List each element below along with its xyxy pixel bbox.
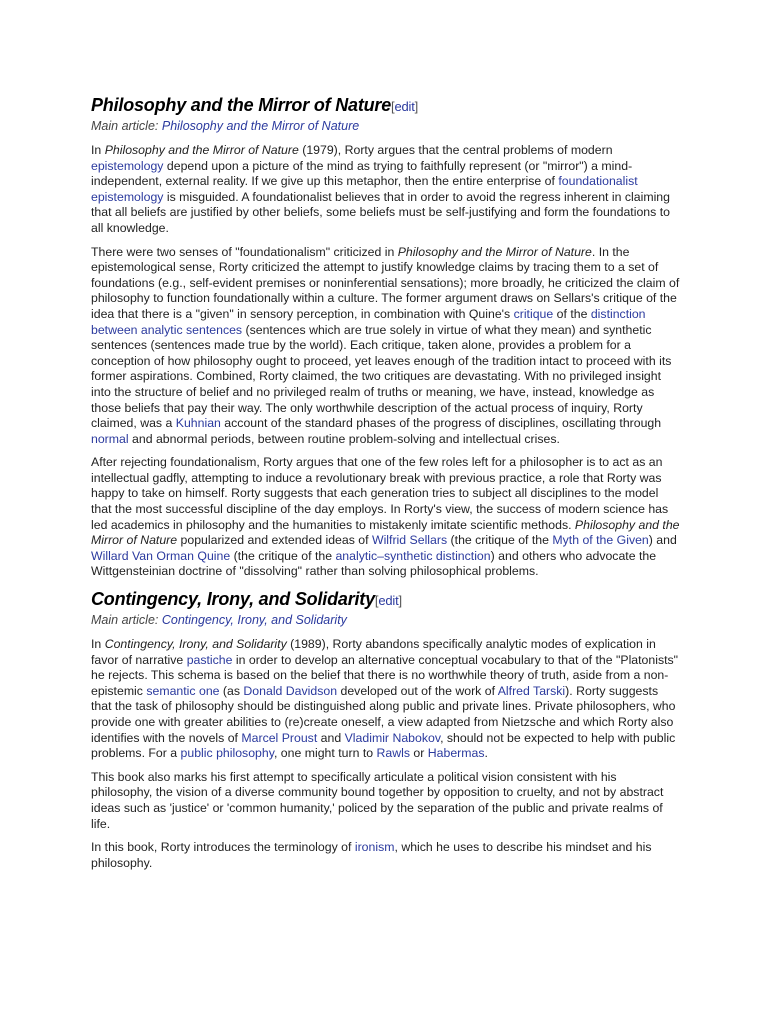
main-article-note: Main article: Contingency, Irony, and Solidarity bbox=[91, 613, 347, 628]
paragraph: After rejecting foundationalism, Rorty argues that one of the few roles left for a philosopher is to act as an intellectual gadfly, attempting to induce a revolutionary break with previous practice, a role that Rorty was happy to take on himself. Rorty suggests that each generation tries to subject all disciplines to the model that the most successful discipline of the day employs. In Rorty's view, the success of modern science has led academics in philosophy and the humanities to mistakenly imitate scientific methods. Philosophy and the Mirror of Nature popularized and extended ideas of Wilfrid Sellars (the critique of the Myth of the Given) and Willard Van Orman Quine (the critique of the analytic–synthetic distinction) and others who advocate the Wittgensteinian doctrine of "dissolving" rather than solving philosophical problems. bbox=[91, 455, 680, 579]
link-pastiche[interactable]: pastiche bbox=[186, 652, 233, 667]
link-epistemology[interactable]: epistemology bbox=[91, 158, 164, 173]
link-donald-davidson[interactable]: Donald Davidson bbox=[243, 683, 338, 698]
link-kuhnian[interactable]: Kuhnian bbox=[175, 416, 221, 431]
paragraph: This book also marks his first attempt to specifically articulate a political vision consistent with his philosophy, the vision of a diverse community bound together by opposition to cruelty, and not by abstract ideas such as 'justice' or 'common humanity,' policed by the separation of the public and private realms of life. bbox=[91, 769, 664, 831]
link-analytic-synthetic[interactable]: analytic–synthetic distinction bbox=[335, 548, 491, 563]
paragraph: In Contingency, Irony, and Solidarity (1989), Rorty abandons specifically analytic modes of explication in favor of narrative pastiche in order to develop an alternative conceptual vocabulary to that of the "Platonists" he rejects. This schema is based on the belief that there is no worthwhile theory of truth, aside from a non-epistemic semantic one (as Donald Davidson developed out of the work of Alfred Tarski). Rorty suggests that the task of philosophy should be distinguished along public and private lines. Private philosophers, who provide one with greater abilities to (re)create oneself, a view adapted from Nietzsche and which Rorty also identifies with the novels of Marcel Proust and Vladimir Nabokov, should not be expected to help with public problems. For a public philosophy, one might turn to Rawls or Habermas. bbox=[91, 637, 679, 761]
article-body bbox=[91, 94, 681, 879]
link-habermas[interactable]: Habermas bbox=[427, 746, 485, 761]
link-vladimir-nabokov[interactable]: Vladimir Nabokov bbox=[344, 730, 441, 745]
link-semantic-one[interactable]: semantic one bbox=[146, 683, 220, 698]
link-alfred-tarski[interactable]: Alfred Tarski bbox=[497, 683, 566, 698]
link-rawls[interactable]: Rawls bbox=[376, 746, 410, 761]
edit-link[interactable]: [edit] bbox=[391, 99, 419, 114]
section-title: Philosophy and the Mirror of Nature bbox=[91, 95, 392, 115]
link-marcel-proust[interactable]: Marcel Proust bbox=[241, 730, 318, 745]
main-article-link[interactable]: Contingency, Irony, and Solidarity bbox=[161, 613, 347, 628]
section-heading-contingency bbox=[91, 588, 681, 612]
paragraph: There were two senses of "foundationalism" criticized in Philosophy and the Mirror of Nature. In the epistemological sense, Rorty criticized the attempt to justify knowledge claims by tracing them to a set of foundations (e.g., self-evident premises or noninferential sensations); more broadly, he criticized the claim of philosophy to function foundationally within a culture. The former argument draws on Sellars's critique of the idea that there is a "given" in sensory perception, in combination with Quine's critique of the distinction between analytic sentences (sentences which are true solely in virtue of what they mean) and synthetic sentences (sentences made true by the world). Each critique, taken alone, provides a problem for a conception of how philosophy ought to proceed, yet leaves enough of the tradition intact to proceed with its former aspirations. Combined, Rorty claimed, the two critiques are devastating. With no privileged insight into the structure of belief and no privileged realm of truths or meaning, we have, instead, knowledge as those beliefs that pay their way. The only worthwhile description of the actual process of inquiry, Rorty claimed, was a Kuhnian account of the standard phases of the progress of disciplines, oscillating through normal and abnormal periods, between routine problem-solving and intellectual crises. bbox=[91, 244, 680, 446]
link-critique[interactable]: critique bbox=[513, 306, 554, 321]
link-myth-of-the-given[interactable]: Myth of the Given bbox=[552, 533, 649, 548]
link-ironism[interactable]: ironism bbox=[354, 840, 395, 855]
edit-link[interactable]: [edit] bbox=[374, 593, 402, 609]
link-analytic-distinction[interactable]: distinction between analytic sentences bbox=[91, 306, 646, 337]
paragraph: In this book, Rorty introduces the terminology of ironism, which he uses to describe his mindset and his philosophy. bbox=[91, 840, 652, 870]
link-normal[interactable]: normal bbox=[91, 431, 129, 446]
link-public-philosophy[interactable]: public philosophy bbox=[180, 746, 274, 761]
section-title: Contingency, Irony, and Solidarity bbox=[91, 589, 375, 610]
paragraph: In Philosophy and the Mirror of Nature (1979), Rorty argues that the central problems of modern epistemology depend upon a picture of the mind as trying to faithfully represent (or "mirror") a mind-independent, external reality. If we give up this metaphor, then the entire enterprise of foundationalist epistemology is misguided. A foundationalist believes that in order to avoid the regress inherent in claiming that all beliefs are justified by other beliefs, some beliefs must be self-justifying and form the foundations to all knowledge. bbox=[91, 143, 670, 235]
main-article-note: Main article: Philosophy and the Mirror of Nature bbox=[91, 119, 360, 133]
main-article-link[interactable]: Philosophy and the Mirror of Nature bbox=[161, 119, 360, 133]
link-quine[interactable]: Willard Van Orman Quine bbox=[91, 548, 231, 563]
link-foundationalist-epistemology[interactable]: foundationalist epistemology bbox=[91, 174, 638, 204]
link-wilfrid-sellars[interactable]: Wilfrid Sellars bbox=[371, 533, 448, 548]
section-heading-mirror-of-nature bbox=[91, 94, 681, 118]
